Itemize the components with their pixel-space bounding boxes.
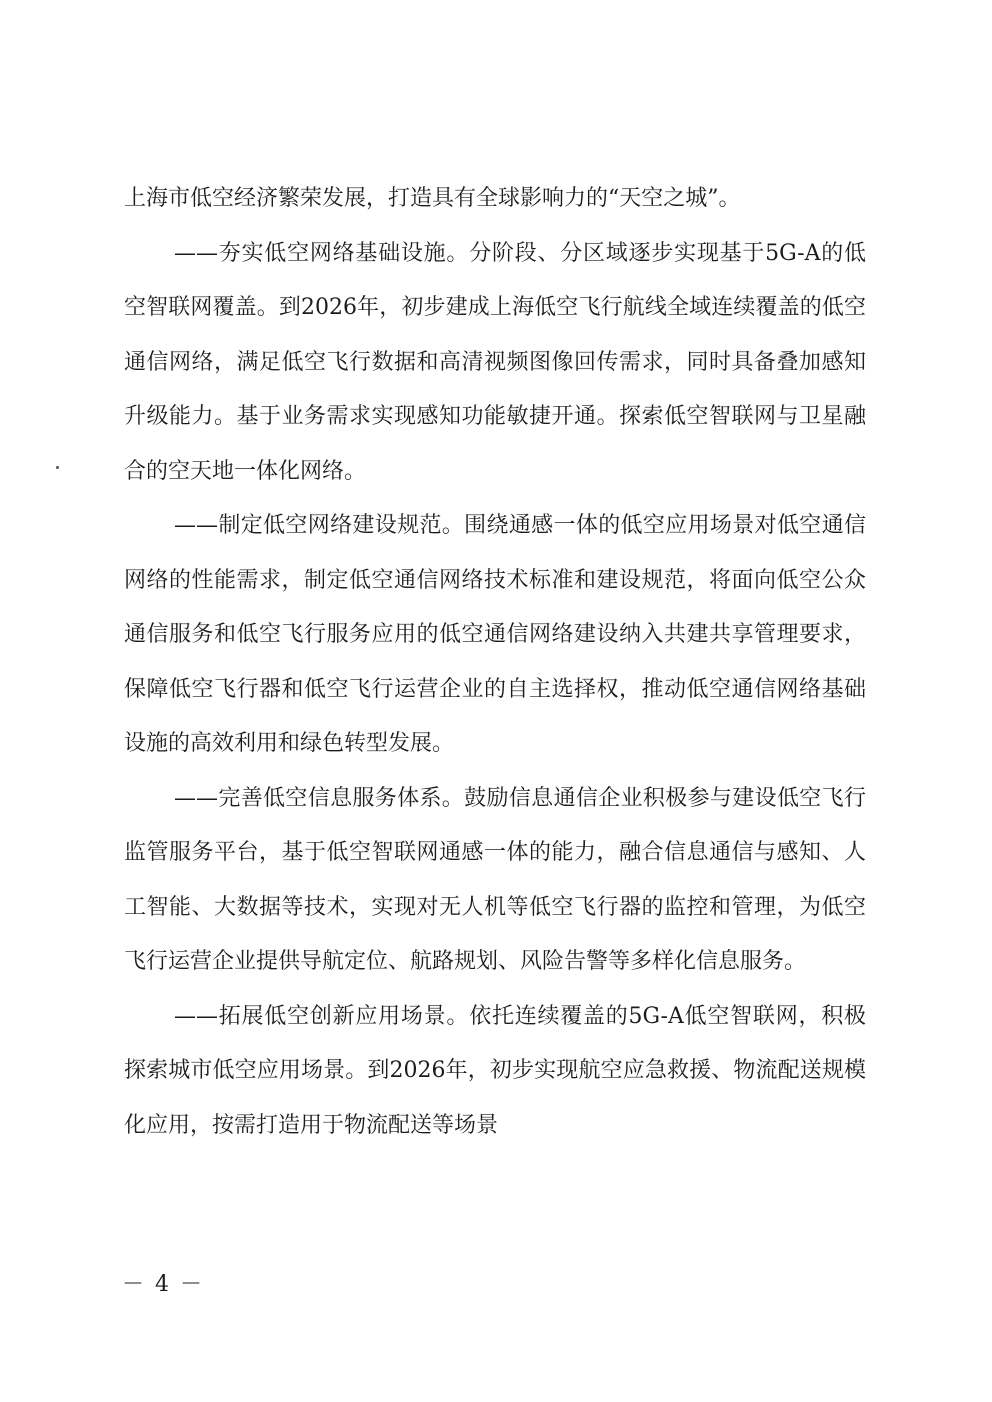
page-number: － 4 － [122,1272,204,1297]
scan-speck [56,466,59,469]
paragraph-1: 上海市低空经济繁荣发展，打造具有全球影响力的“天空之城”。 [124,186,741,211]
paragraph-2: ——夯实低空网络基础设施。分阶段、分区域逐步实现基于5G-A的低空智联网覆盖。到2026年，初步建成上海低空飞行航线全域连续覆盖的低空通信网络，满足低空飞行数据和高清视频图像回传需求，同时具备叠加感知升级能力。基于业务需求实现感知功能敏捷开通。探索低空智联网与卫星融合的空天地一体化网络。 [124,240,866,484]
paragraph-3: ——制定低空网络建设规范。围绕通感一体的低空应用场景对低空通信网络的性能需求，制定低空通信网络技术标准和建设规范，将面向低空公众通信服务和低空飞行服务应用的低空通信网络建设纳入共建共享管理要求，保障低空飞行器和低空飞行运营企业的自主选择权，推动低空通信网络基础设施的高效利用和绿色转型发展。 [124,513,866,756]
paragraph-4: ——完善低空信息服务体系。鼓励信息通信企业积极参与建设低空飞行监管服务平台，基于低空智联网通感一体的能力，融合信息通信与感知、人工智能、大数据等技术，实现对无人机等低空飞行器的监控和管理，为低空飞行运营企业提供导航定位、航路规划、风险告警等多样化信息服务。 [124,785,866,974]
paragraph-5: ——拓展低空创新应用场景。依托连续覆盖的5G-A低空智联网，积极探索城市低空应用场景。到2026年，初步实现航空应急救援、物流配送规模化应用，按需打造用于物流配送等场景 [124,1003,866,1138]
document-body [124,172,866,1153]
